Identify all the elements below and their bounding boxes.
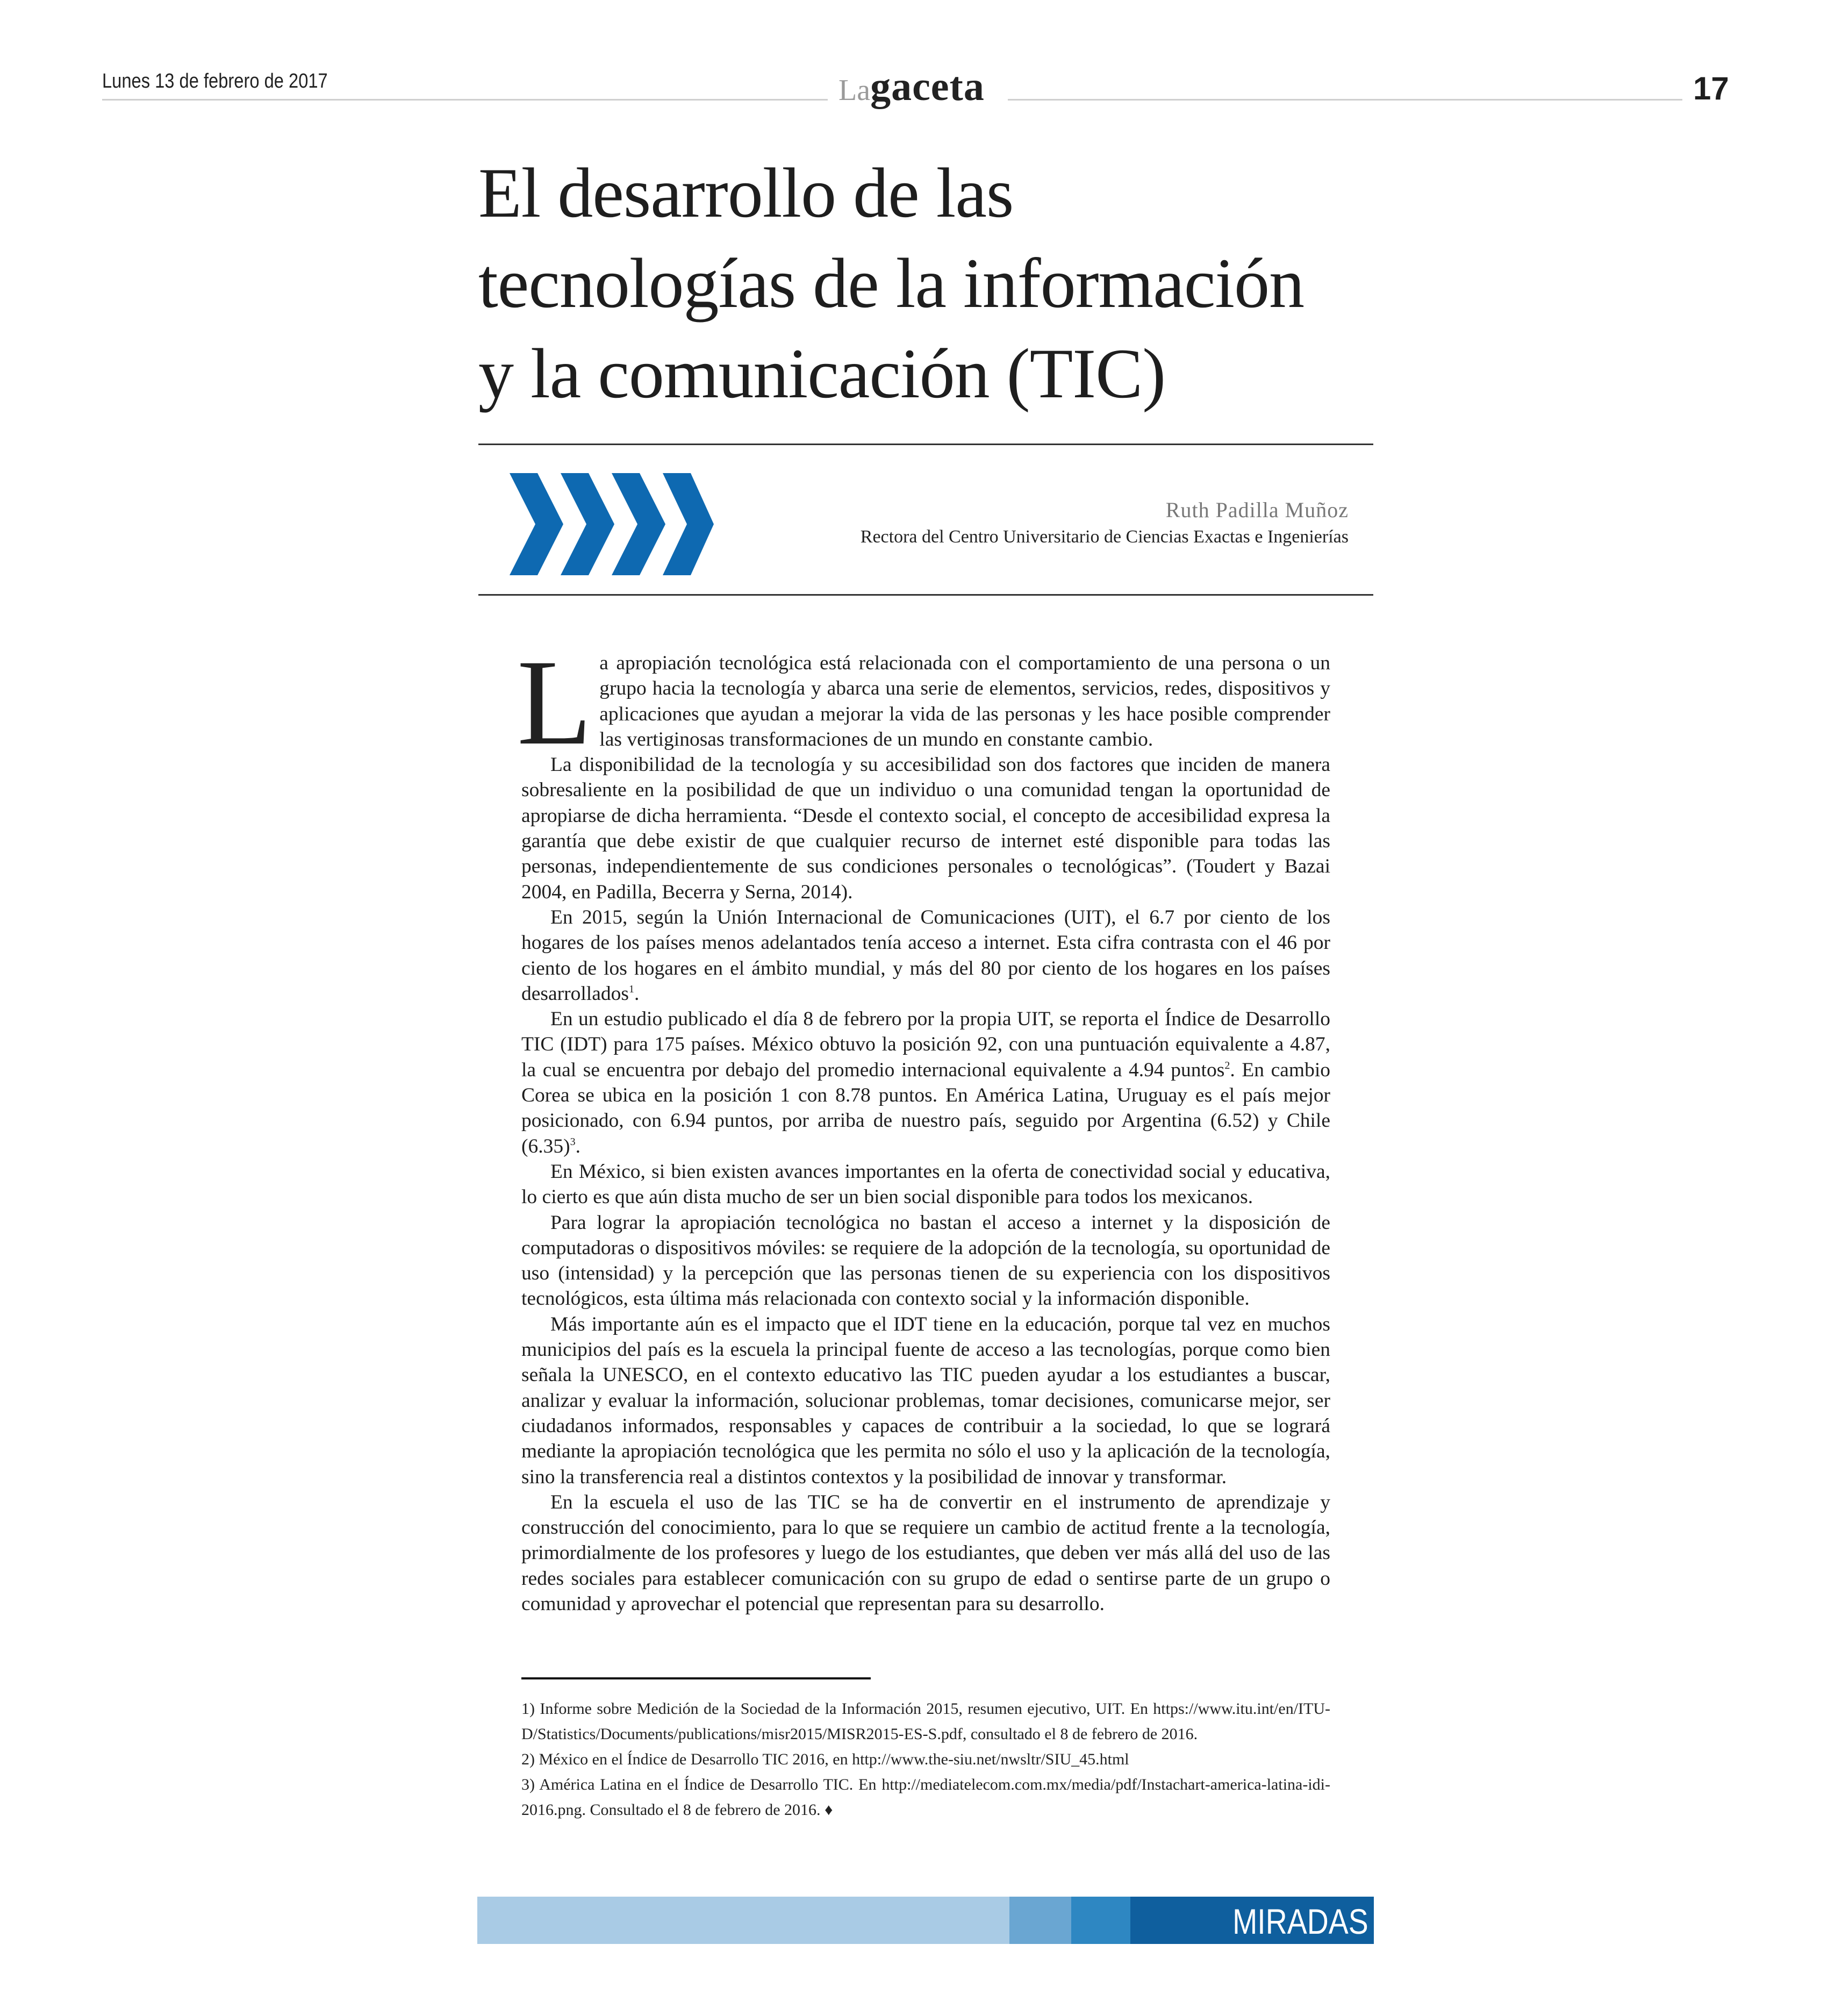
end-diamond-icon: ♦ — [825, 1801, 833, 1819]
footnotes — [521, 1696, 1330, 1822]
paragraph-text-end: . — [634, 982, 640, 1005]
chevrons-icon — [510, 473, 714, 575]
section-footer-bar — [477, 1897, 1374, 1944]
author-role: Rectora del Centro Universitario de Ciencias Exactas e Ingenierías — [860, 527, 1349, 547]
article-paragraph: Para lograr la apropiación tecnológica no bastan el acceso a internet y la disposición de computadoras o dispositivos móviles: se requiere de la adopción de la tecnología, su oportunidad de uso (intensidad) y la percepción que las personas tienen de su experiencia con los dispositivos tecnológicos, esta última más relacionada con contexto social y la información disponible. — [521, 1211, 1330, 1310]
author-name: Ruth Padilla Muñoz — [1165, 498, 1349, 522]
footnote: 2) México en el Índice de Desarrollo TIC 2016, en http://www.the-siu.net/nwsltr/SIU_45.html — [521, 1750, 1129, 1768]
article-paragraph: En la escuela el uso de las TIC se ha de convertir en el instrumento de aprendizaje y construcción del conocimiento, para lo que se requiere un cambio de actitud frente a la tecnología, primordialmente de los profesores y luego de los estudiantes, que deben ver más allá del uso de las redes sociales para establecer comunicación con su grupo de edad o sentirse parte de un grupo o comunidad y aprovechar el potencial que representan para su desarrollo. — [521, 1491, 1330, 1615]
article-paragraph: En México, si bien existen avances importantes en la oferta de conectividad social y educativa, lo cierto es que aún dista mucho de ser un bien social disponible para todos los mexicanos. — [521, 1160, 1330, 1209]
title-line: tecnologías de la información — [478, 244, 1304, 323]
paragraph-text: a apropiación tecnológica está relacionada con el comportamiento de una persona o un grupo hacia la tecnología y abarca una serie de elementos, servicios, redes, dispositivos y aplicaciones que ayudan a mejorar la vida de las personas y les hace posible comprender las vertiginosas transformaciones de un mundo en constante cambio. — [599, 652, 1330, 750]
paragraph-text-end: . — [575, 1135, 580, 1157]
footer-bar-segment — [1071, 1897, 1130, 1944]
article-paragraph: La disponibilidad de la tecnología y su accesibilidad son dos factores que inciden de manera sobresaliente en la posibilidad de que un individuo o una comunidad tengan la oportunidad de apropiarse de dicha herramienta. “Desde el contexto social, el concepto de accesibilidad expresa la garantía que debe existir de que cualquier recurso de internet esté disponible para todas las personas, independientemente de sus condiciones personales o tecnológicas”. (Toudert y Bazai 2004, en Padilla, Becerra y Serna, 2014). — [521, 754, 1330, 903]
article-title — [478, 148, 1392, 419]
footnote-ref: 2 — [1224, 1059, 1230, 1071]
footnote-rule — [521, 1677, 871, 1679]
masthead-prefix: La — [838, 74, 871, 107]
footer-bar-segment — [477, 1897, 1009, 1944]
byline-rule-bottom — [478, 594, 1373, 596]
footnote-ref: 3 — [570, 1135, 576, 1148]
title-line: y la comunicación (TIC) — [478, 334, 1166, 413]
paragraph-text: En un estudio publicado el día 8 de febrero por la propia UIT, se reporta el Índice de Desarrollo TIC (IDT) para 175 países. México obtuvo la posición 92, con una puntuación equivalente a 4.87, la cual se encuentra por debajo del promedio internacional equivalente a 4.94 puntos — [521, 1008, 1330, 1081]
article-paragraph — [517, 635, 1330, 770]
footnote: 1) Informe sobre Medición de la Sociedad de la Información 2015, resumen ejecutivo, UIT. En https://www.itu.int/en/ITU-D/Statistics/Documents/publications/misr2015/MISR2015-ES-S.pdf, consultado el 8 de febrero de 2016. — [521, 1700, 1330, 1743]
drop-cap: L — [517, 635, 592, 770]
issue-date: Lunes 13 de febrero de 2017 — [102, 70, 328, 92]
footnote-ref: 1 — [628, 983, 634, 995]
header-rule-left — [102, 99, 828, 101]
article-paragraph — [521, 905, 1330, 1006]
masthead-logo — [838, 63, 985, 110]
page-number: 17 — [1693, 70, 1729, 106]
byline-rule-top — [478, 444, 1373, 445]
article-paragraph: Más importante aún es el impacto que el IDT tiene en la educación, porque tal vez en muchos municipios del país es la escuela la principal fuente de acceso a las tecnologías, porque como bien señala la UNESCO, en el contexto educativo las TIC pueden ayudar a los estudiantes a buscar, analizar y evaluar la información, solucionar problemas, tomar decisiones, comunicarse mejor, ser ciudadanos informados, responsables y capaces de contribuir a la sociedad, lo que se logrará mediante la apropiación tecnológica que les permita no sólo el uso y la aplicación de la tecnología, sino la transferencia real a distintos contextos y la posibilidad de innovar y transformar. — [521, 1313, 1330, 1488]
section-label: MIRADAS — [1232, 1901, 1368, 1941]
masthead-name: gaceta — [870, 64, 985, 109]
paragraph-text-cont: . En cambio Corea se ubica en la posición 1 con 8.78 puntos. En América Latina, Uruguay es el país mejor posicionado, con 6.94 puntos, por arriba de nuestro país, seguido por Argentina (6.52) y Chile (6.35) — [521, 1059, 1330, 1157]
footnote — [521, 1772, 1330, 1822]
header-rule-right — [1008, 99, 1682, 101]
footer-bar-segment — [1009, 1897, 1071, 1944]
title-line: El desarrollo de las — [478, 153, 1014, 232]
footnote-text: 3) América Latina en el Índice de Desarrollo TIC. En http://mediatelecom.com.mx/media/pdf/Instachart-america-latina-idi-2016.png. Consultado el 8 de febrero de 2016. — [521, 1776, 1330, 1819]
paragraph-text: En 2015, según la Unión Internacional de Comunicaciones (UIT), el 6.7 por ciento de los hogares de los países menos adelantados tenía acceso a internet. Esta cifra contrasta con el 46 por ciento de los hogares en el ámbito mundial, y más del 80 por ciento de los hogares en los países desarrollados — [521, 906, 1330, 1005]
article-body — [517, 635, 1330, 1617]
article-paragraph — [521, 1006, 1330, 1159]
